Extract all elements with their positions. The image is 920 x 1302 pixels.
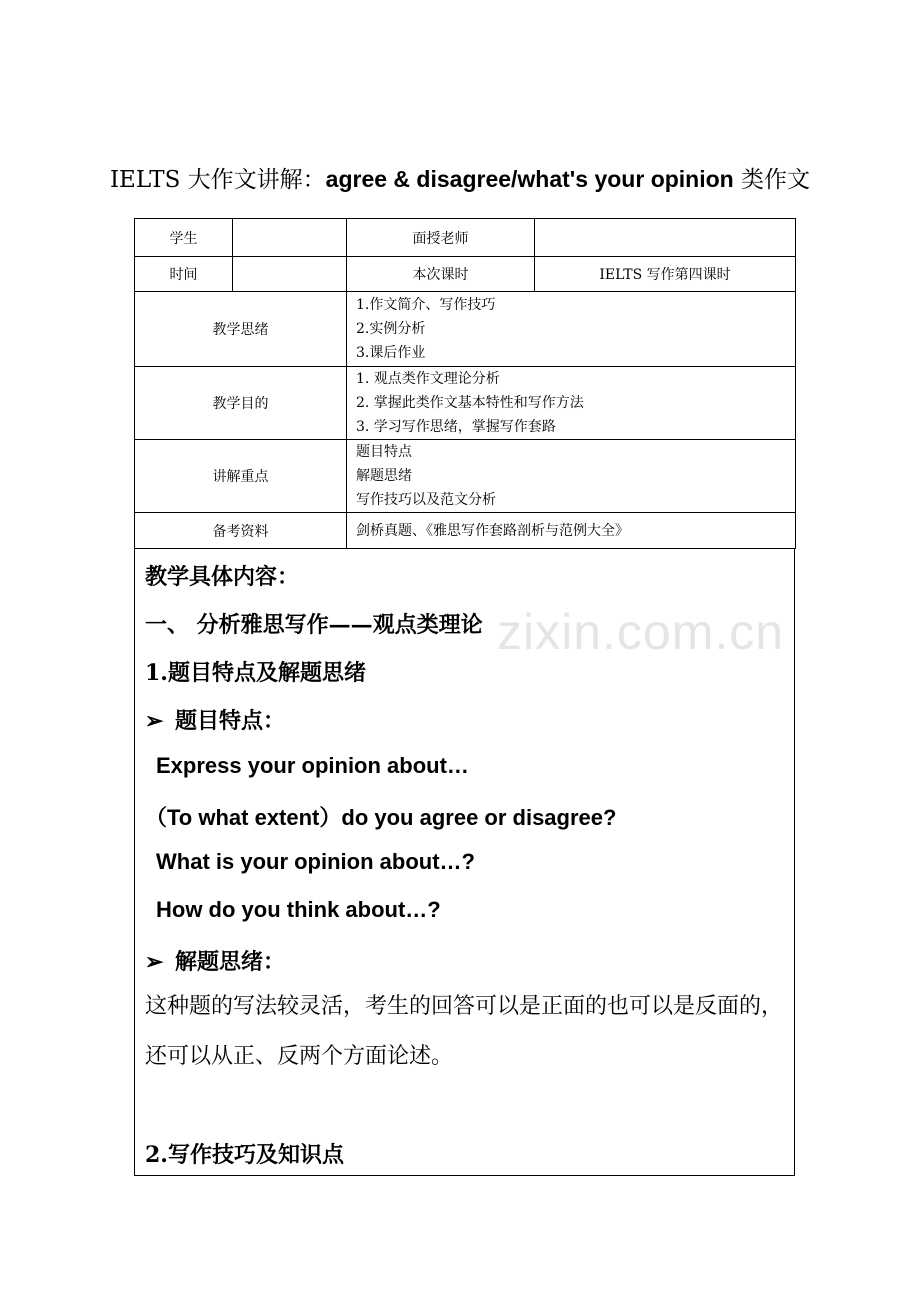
bullet-label: 解题思绪： (175, 949, 286, 975)
focus-label: 讲解重点 (135, 440, 347, 513)
student-label: 学生 (135, 219, 233, 257)
list-item: 题目特点 (356, 444, 412, 460)
focus-list (347, 440, 796, 513)
list-item: 写作技巧以及范文分析 (356, 492, 496, 508)
list-item: 1.作文简介、写作技巧 (356, 297, 496, 313)
section-heading-1: 一、 分析雅思写作——观点类理论 (145, 612, 483, 638)
bullet-solution-thinking (145, 945, 285, 976)
title-suffix: 类作文 (733, 167, 811, 193)
list-item: 3.课后作业 (356, 345, 426, 361)
time-value (233, 257, 347, 292)
teacher-label: 面授老师 (347, 219, 535, 257)
session-value: IELTS 写作第四课时 (535, 257, 796, 292)
list-item: 3. 学习写作思绪，掌握写作套路 (356, 419, 556, 435)
content-heading: 教学具体内容： (145, 564, 300, 590)
title-english: agree & disagree/what's your opinion (325, 166, 734, 192)
bullet-label: 题目特点： (175, 708, 286, 734)
title-prefix: IELTS 大作文讲解： (109, 167, 326, 193)
subsection-heading-2: 2.写作技巧及知识点 (145, 1142, 344, 1168)
question-pattern: Express your opinion about… (156, 753, 469, 778)
arrow-bullet-icon: ➢ (145, 708, 164, 734)
time-label: 时间 (135, 257, 233, 292)
list-item: 1. 观点类作文理论分析 (356, 371, 500, 387)
solution-paragraph: 这种题的写法较灵活，考生的回答可以是正面的也可以是反面的，还可以从正、反两个方面论述。 (145, 994, 784, 1069)
lesson-info-table (134, 218, 796, 549)
teacher-value (535, 219, 796, 257)
table-row (135, 367, 796, 440)
goal-label: 教学目的 (135, 367, 347, 440)
thinking-list (347, 292, 796, 367)
bullet-question-features (145, 704, 285, 735)
subsection-heading-1: 1.题目特点及解题思绪 (145, 660, 366, 686)
table-row (135, 292, 796, 367)
table-row (135, 513, 796, 549)
question-pattern: How do you think about…? (156, 897, 441, 922)
question-pattern: What is your opinion about…? (156, 849, 475, 874)
table-row (135, 440, 796, 513)
document-title (0, 161, 920, 198)
table-row (135, 257, 796, 292)
material-label: 备考资料 (135, 513, 347, 549)
list-item: 2.实例分析 (356, 321, 426, 337)
list-item: 解题思绪 (356, 468, 412, 484)
question-pattern: （To what extent）do you agree or disagree? (145, 805, 617, 830)
arrow-bullet-icon: ➢ (145, 949, 164, 975)
material-value: 剑桥真题、《雅思写作套路剖析与范例大全》 (347, 513, 796, 549)
student-value (233, 219, 347, 257)
session-label: 本次课时 (347, 257, 535, 292)
table-row (135, 219, 796, 257)
watermark: zixin.com.cn (497, 604, 785, 660)
thinking-label: 教学思绪 (135, 292, 347, 367)
list-item: 2. 掌握此类作文基本特性和写作方法 (356, 395, 584, 411)
goal-list (347, 367, 796, 440)
